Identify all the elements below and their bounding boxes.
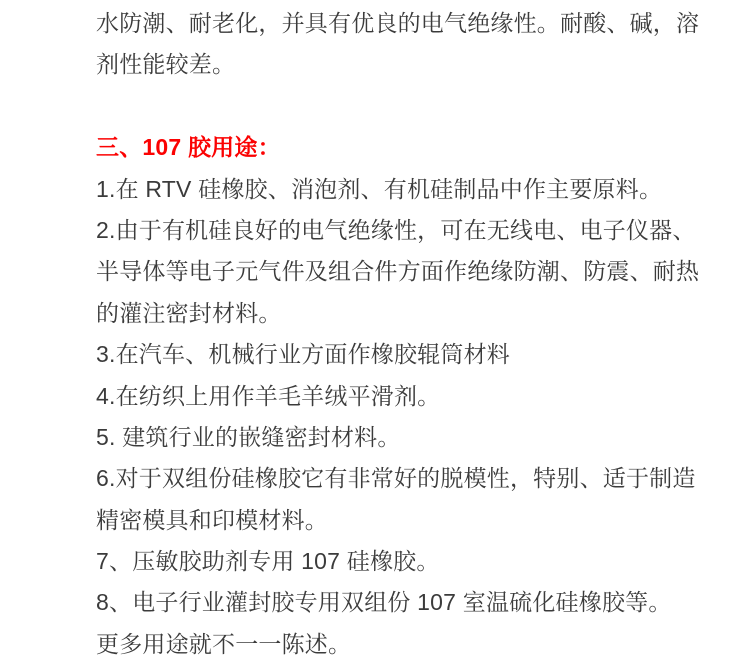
usage-list-line: 精密模具和印模材料。	[96, 506, 328, 533]
usage-list-line: 5. 建筑行业的嵌缝密封材料。	[96, 423, 401, 450]
usage-list-line: 的灌注密封材料。	[96, 299, 282, 326]
usage-list-line: 8、电子行业灌封胶专用双组份 107 室温硫化硅橡胶等。	[96, 589, 672, 616]
usage-list-line: 1.在 RTV 硅橡胶、消泡剂、有机硅制品中作主要原料。	[96, 175, 663, 202]
usage-list-line: 7、压敏胶助剂专用 107 硅橡胶。	[96, 548, 440, 575]
usage-list-line: 2.由于有机硅良好的电气绝缘性，可在无线电、电子仪器、	[96, 216, 696, 243]
paragraph-spacer	[96, 86, 710, 127]
intro-paragraph-line: 水防潮、耐老化，并具有优良的电气绝缘性。耐酸、碱，溶	[96, 10, 700, 36]
intro-paragraph-line: 剂性能较差。	[96, 51, 236, 78]
usage-list-line: 4.在纺织上用作羊毛羊绒平滑剂。	[96, 382, 441, 409]
usage-list-line: 3.在汽车、机械行业方面作橡胶辊筒材料	[96, 341, 510, 368]
usage-list-line: 半导体等电子元气件及组合件方面作绝缘防潮、防震、耐热	[96, 258, 700, 285]
article-body	[96, 3, 710, 665]
usage-list-line: 6.对于双组份硅橡胶它有非常好的脱模性，特别、适于制造	[96, 465, 696, 492]
usage-list-line: 更多用途就不一一陈述。	[96, 630, 352, 657]
section-heading: 三、107 胶用途：	[96, 134, 281, 161]
